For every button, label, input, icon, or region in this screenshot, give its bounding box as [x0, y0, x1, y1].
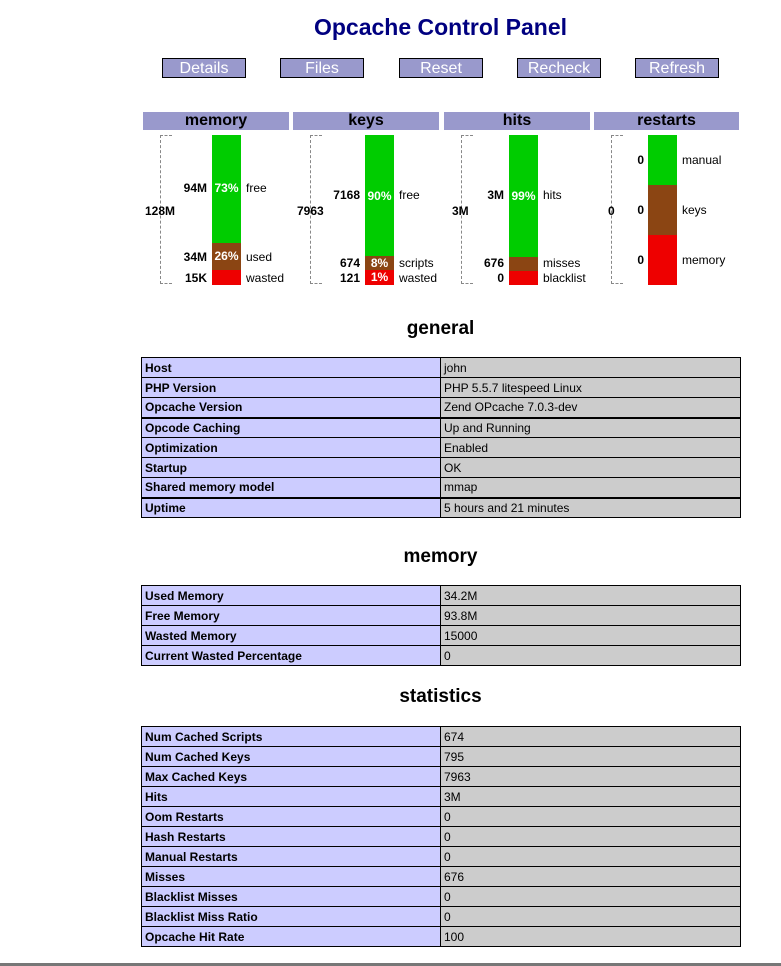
value: 93.8M [441, 606, 741, 626]
value: PHP 5.5.7 litespeed Linux [441, 378, 741, 398]
panel-header: keys [293, 112, 439, 130]
total: 7963 [297, 204, 324, 218]
table-row [142, 867, 741, 887]
files-button[interactable]: Files [280, 58, 364, 78]
table-row [142, 887, 741, 907]
value: 5 hours and 21 minutes [441, 498, 741, 518]
value: 0 [441, 887, 741, 907]
value: Enabled [441, 438, 741, 458]
pct: 26% [212, 243, 241, 270]
section-title-general: general [406, 318, 475, 339]
value: 121 [339, 271, 360, 285]
table-row [142, 747, 741, 767]
table-row [142, 378, 741, 398]
stacked-bar [212, 135, 241, 285]
total: 0 [608, 204, 615, 218]
key: Opcache Hit Rate [142, 927, 441, 947]
key: Hits [142, 787, 441, 807]
key: Max Cached Keys [142, 767, 441, 787]
key: Oom Restarts [142, 807, 441, 827]
table-row [142, 927, 741, 947]
table-row [142, 358, 741, 378]
table-row [142, 847, 741, 867]
value: 0 [441, 827, 741, 847]
value: 3M [441, 787, 741, 807]
panel-header: memory [143, 112, 289, 130]
value: 7168 [333, 188, 360, 202]
table-row [142, 606, 741, 626]
value: 795 [441, 747, 741, 767]
key: Uptime [142, 498, 441, 518]
label: manual [682, 153, 722, 167]
label: wasted [246, 271, 285, 285]
reset-button[interactable]: Reset [399, 58, 483, 78]
value: OK [441, 458, 741, 478]
statistics-table [141, 726, 741, 947]
key: Hash Restarts [142, 827, 441, 847]
value: 0 [441, 847, 741, 867]
value: Zend OPcache 7.0.3-dev [441, 398, 741, 418]
value: 0 [637, 203, 644, 217]
value: 676 [483, 256, 504, 270]
value: 34M [183, 250, 207, 264]
key: Shared memory model [142, 478, 441, 498]
key: Opcode Caching [142, 418, 441, 438]
key: Opcache Version [142, 398, 441, 418]
key: Current Wasted Percentage [142, 646, 441, 666]
value: 0 [497, 271, 504, 285]
key: Blacklist Miss Ratio [142, 907, 441, 927]
value: 3M [487, 188, 504, 202]
value: 0 [441, 807, 741, 827]
label: keys [682, 203, 707, 217]
key: Free Memory [142, 606, 441, 626]
value: 0 [441, 646, 741, 666]
table-row [142, 418, 741, 438]
label: hits [543, 188, 562, 202]
table-row [142, 907, 741, 927]
value: 0 [637, 153, 644, 167]
key: Used Memory [142, 586, 441, 606]
details-button[interactable]: Details [162, 58, 246, 78]
stacked-bar [509, 135, 538, 285]
pct: 1% [365, 270, 394, 285]
key: PHP Version [142, 378, 441, 398]
key: Blacklist Misses [142, 887, 441, 907]
label: blacklist [543, 271, 586, 285]
memory-table [141, 585, 741, 666]
panel-header: hits [444, 112, 590, 130]
recheck-button[interactable]: Recheck [517, 58, 601, 78]
pct: 99% [511, 189, 536, 203]
value: 100 [441, 927, 741, 947]
key: Num Cached Scripts [142, 727, 441, 747]
stacked-bar [365, 135, 394, 285]
total: 128M [145, 204, 176, 218]
value: 15K [184, 271, 207, 285]
table-row [142, 498, 741, 518]
label: scripts [399, 256, 434, 270]
table-row [142, 646, 741, 666]
general-table [141, 357, 741, 518]
value: 7963 [441, 767, 741, 787]
panel-header: restarts [594, 112, 739, 130]
value: 0 [441, 907, 741, 927]
key: Misses [142, 867, 441, 887]
value: 34.2M [441, 586, 741, 606]
section-title-statistics: statistics [399, 686, 482, 707]
table-row [142, 586, 741, 606]
page-title: Opcache Control Panel [313, 14, 568, 40]
table-row [142, 827, 741, 847]
key: Startup [142, 458, 441, 478]
label: free [246, 181, 267, 195]
pct: 8% [365, 256, 394, 270]
table-row [142, 398, 741, 418]
pct: 73% [214, 181, 239, 195]
value: 0 [637, 253, 644, 267]
label: memory [682, 253, 726, 267]
table-row [142, 807, 741, 827]
key: Host [142, 358, 441, 378]
label: misses [543, 256, 581, 270]
value: 674 [339, 256, 360, 270]
total: 3M [452, 204, 469, 218]
table-row [142, 458, 741, 478]
pct: 90% [367, 189, 392, 203]
key: Num Cached Keys [142, 747, 441, 767]
table-row [142, 478, 741, 498]
table-row [142, 626, 741, 646]
label: wasted [399, 271, 438, 285]
label: free [399, 188, 420, 202]
table-row [142, 727, 741, 747]
value: john [441, 358, 741, 378]
section-title-memory: memory [403, 546, 478, 567]
refresh-button[interactable]: Refresh [635, 58, 719, 78]
label: used [246, 250, 273, 264]
value: 94M [183, 181, 207, 195]
value: Up and Running [441, 418, 741, 438]
stacked-bar [648, 135, 677, 285]
value: 676 [441, 867, 741, 887]
key: Manual Restarts [142, 847, 441, 867]
value: mmap [441, 478, 741, 498]
table-row [142, 787, 741, 807]
value: 674 [441, 727, 741, 747]
value: 15000 [441, 626, 741, 646]
key: Optimization [142, 438, 441, 458]
table-row [142, 438, 741, 458]
key: Wasted Memory [142, 626, 441, 646]
table-row [142, 767, 741, 787]
